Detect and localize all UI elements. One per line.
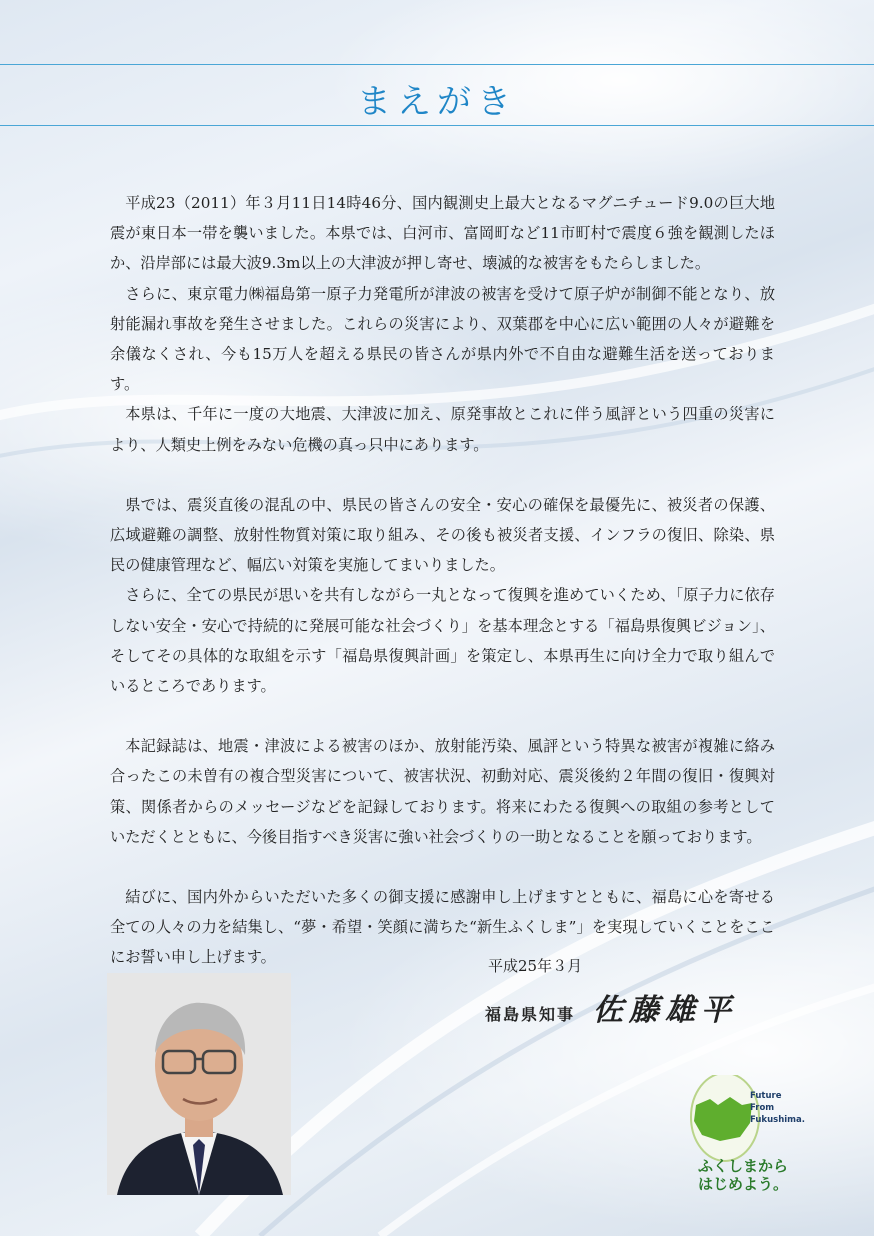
logo-caption-line-1: ふくしまから [698,1157,789,1175]
date: 平成25年３月 [488,957,583,975]
body-text [110,188,775,973]
paragraph-2: さらに、東京電力㈱福島第一原子力発電所が津波の被害を受けて原子炉が制御不能となり、放射能漏れ事故を発生させました。これらの災害により、双葉郡を中心に広い範囲の人々が避難を余儀なくされ、今も15万人を超える県民の皆さんが県内外で不自由な避難生活を送っております。 [110,284,776,394]
paragraph-6: 本記録誌は、地震・津波による被害のほか、放射能汚染、風評という特異な被害が複雑に絡み合ったこの未曽有の複合型災害について、被害状況、初動対応、震災後約２年間の復旧・復興対策、関係者からのメッセージなどを記録しております。将来にわたる復興への取組の参考としていただくとともに、今後目指すべき災害に強い社会づくりの一助となることを願っております。 [110,737,775,846]
logo-caption-line-2: はじめよう。 [698,1175,789,1193]
logo-line-3: Fukushima. [750,1115,805,1125]
logo-words [750,1090,805,1126]
signature [485,985,737,1029]
governor-portrait [107,973,291,1195]
paragraph-7: 結びに、国内外からいただいた多くの御支援に感謝申し上げますとともに、福島に心を寄せる全ての人々の力を結集し、“夢・希望・笑顔に満ちた“新生ふくしま”」を実現していくことをここにお誓い申し上げます。 [110,888,775,967]
logo-line-2: From [750,1103,775,1113]
paragraph-4: 県では、震災直後の混乱の中、県民の皆さんの安全・安心の確保を最優先に、被災者の保護、広域避難の調整、放射性物質対策に取り組み、その後も被災者支援、インフラの復旧、除染、県民の健康管理など、幅広い対策を実施してまいりました。 [110,495,775,575]
signature-position: 福島県知事 [485,1005,576,1024]
signature-name: 佐藤雄平 [593,993,738,1028]
logo-caption [698,1157,808,1193]
paragraph-3: 本県は、千年に一度の大地震、大津波に加え、原発事故とこれに伴う風評という四重の災害により、人類史上例をみない危機の真っ只中にあります。 [110,405,775,454]
page-title: まえがき [357,82,517,122]
paragraph-1: 平成23（2011）年３月11日14時46分、国内観測史上最大となるマグニチュード9.0の巨大地震が東日本一帯を襲いました。本県では、白河市、富岡町など11市町村で震度６強を観測したほか、沿岸部には最大波9.3m以上の大津波が押し寄せ、壊滅的な被害をもたらしました。 [110,194,775,273]
logo-line-1: Future [750,1091,782,1101]
paragraph-5: さらに、全ての県民が思いを共有しながら一丸となって復興を進めていくため、「原子力に依存しない安全・安心で持続的に発展可能な社会づくり」を基本理念とする「福島県復興ビジョン」、そしてその具体的な取組を示す「福島県復興計画」を策定し、本県再生に向け全力で取り組んでいるところであります。 [110,586,776,696]
